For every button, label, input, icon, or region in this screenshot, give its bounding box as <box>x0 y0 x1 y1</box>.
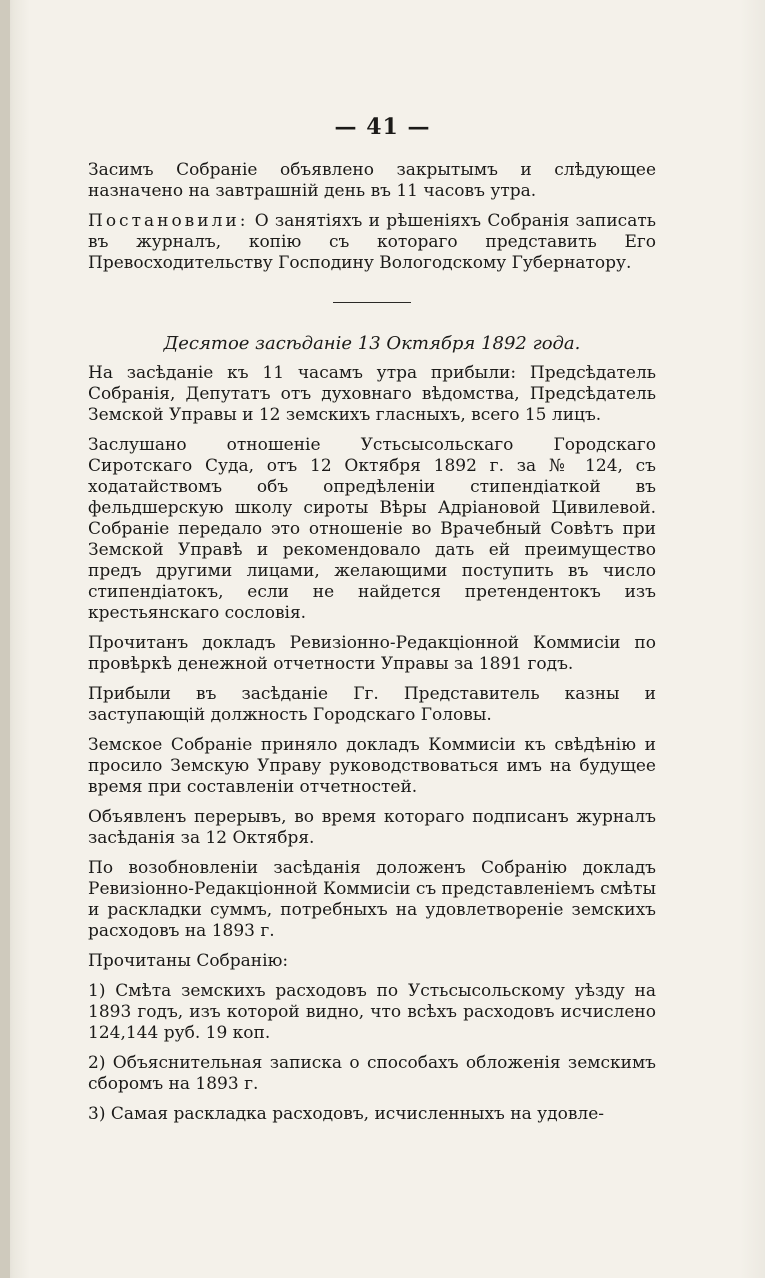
resolution-label: Постановили: <box>88 211 249 231</box>
paragraph-orphan-court: Заслушано отношеніе Устьсысольскаго Городскаго Сиротскаго Суда, отъ 12 Октября 1892 г. за № 124, съ ходатайствомъ объ опредѣленіи стипендіаткой въ фельдшерскую школу сироты Вѣры Адріановой Цивилевой. Собраніе передало это отношеніе во Врачебный Совѣтъ при Земской Управѣ и рекомендовало дать ей преимущество предъ другими лицами, желающими поступить въ число стипендіатокъ, если не найдется претендентокъ изъ крестьянскаго сословія. <box>88 435 656 623</box>
page-number: — 41 — <box>334 114 431 140</box>
list-item-apportionment: 3) Самая раскладка расходовъ, исчисленныхъ на удовле- <box>88 1104 605 1124</box>
paragraph-resolution <box>88 211 656 274</box>
paragraph-arrivals: Прибыли въ засѣданіе Гг. Представитель казны и заступающій должность Городскаго Головы. <box>88 684 656 725</box>
session-heading: Десятое засѣданіе 13 Октября 1892 года. <box>163 333 581 354</box>
body-text <box>88 160 656 1134</box>
paragraph-break: Объявленъ перерывъ, во время котораго подписанъ журналъ засѣданія за 12 Октября. <box>88 807 656 848</box>
section-divider <box>333 302 411 303</box>
list-item-explanatory-note: 2) Объяснительная записка о способахъ обложенія земскимъ сборомъ на 1893 г. <box>88 1053 656 1094</box>
paragraph-attendance: На засѣданіе къ 11 часамъ утра прибыли: Предсѣдатель Собранія, Депутатъ отъ духовнаго вѣдомства, Предсѣдатель Земской Управы и 12 земскихъ гласныхъ, всего 15 лицъ. <box>88 363 656 425</box>
paragraph-read-list-intro: Прочитаны Собранію: <box>88 951 289 971</box>
paragraph-resumption: По возобновленіи засѣданія доложенъ Собранію докладъ Ревизіонно-Редакціонной Коммисіи съ представленіемъ смѣты и раскладки суммъ, потребныхъ на удовлетвореніе земскихъ расходовъ на 1893 г. <box>88 858 656 941</box>
paragraph-report-read: Прочитанъ докладъ Ревизіонно-Редакціонной Коммисіи по провѣркѣ денежной отчетности Управы за 1891 годъ. <box>88 633 656 674</box>
paragraph-report-accepted: Земское Собраніе приняло докладъ Коммисіи къ свѣдѣнію и просило Земскую Управу руководствоваться имъ на будущее время при составленіи отчетностей. <box>88 735 656 797</box>
page-spine <box>0 0 10 1278</box>
paragraph-closing: Засимъ Собраніе объявлено закрытымъ и слѣдующее назначено на завтрашній день въ 11 часовъ утра. <box>88 160 656 201</box>
resolution-text: О занятіяхъ и рѣшеніяхъ Собранія записать въ журналъ, копію съ котораго представить Его Превосходительству Господину Вологодскому Губернатору. <box>88 211 656 273</box>
list-item-estimate: 1) Смѣта земскихъ расходовъ по Устьсысольскому уѣзду на 1893 годъ, изъ которой видно, что всѣхъ расходовъ исчислено 124,144 руб. 19 коп. <box>88 981 656 1043</box>
